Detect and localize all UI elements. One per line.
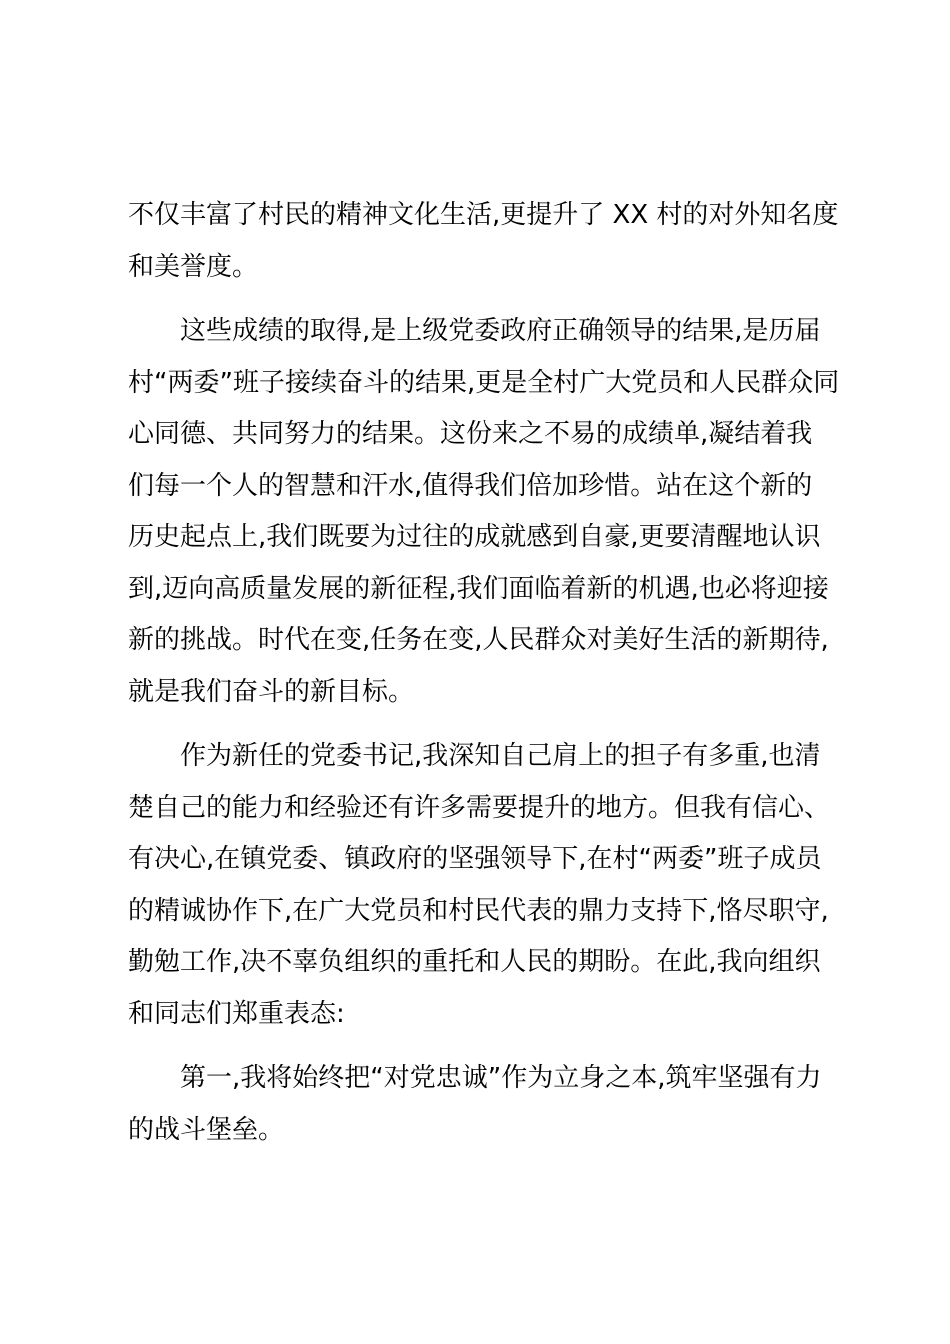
text-line: 楚自己的能力和经验还有许多需要提升的地方。但我有信心、	[128, 792, 831, 823]
text-line: 勤勉工作,决不辜负组织的重托和人民的期盼。在此,我向组织	[128, 947, 821, 977]
text-line: 不仅丰富了村民的精神文化生活,更提升了 XX 村的对外知名度	[128, 200, 839, 230]
text-line: 的战斗堡垒。	[128, 1114, 285, 1145]
text-line: 和美誉度。	[128, 251, 259, 282]
text-line: 村“两委”班子接续奋斗的结果,更是全村广大党员和人民群众同	[128, 367, 840, 398]
paragraph-1	[128, 190, 839, 293]
paragraph-3	[128, 731, 831, 1040]
text-line: 作为新任的党委书记,我深知自己肩上的担子有多重,也清	[180, 741, 821, 771]
document-body	[128, 190, 840, 1169]
text-line: 到,迈向高质量发展的新征程,我们面临着新的机遇,也必将迎接	[128, 573, 829, 604]
text-line: 就是我们奋斗的新目标。	[128, 676, 415, 707]
text-line: 历史起点上,我们既要为过往的成就感到自豪,更要清醒地认识	[128, 522, 821, 552]
text-line: 的精诚协作下,在广大党员和村民代表的鼎力支持下,恪尽职守,	[128, 895, 829, 926]
text-line: 第一,我将始终把“对党忠诚”作为立身之本,筑牢坚强有力	[180, 1063, 822, 1093]
text-line: 新的挑战。时代在变,任务在变,人民群众对美好生活的新期待,	[128, 625, 829, 655]
paragraph-2	[128, 306, 840, 718]
text-line: 有决心,在镇党委、镇政府的坚强领导下,在村“两委”班子成员	[128, 844, 822, 874]
text-line: 和同志们郑重表态:	[128, 998, 345, 1029]
paragraph-4	[128, 1053, 828, 1156]
text-line: 心同德、共同努力的结果。这份来之不易的成绩单,凝结着我	[128, 419, 813, 449]
text-line: 们每一个人的智慧和汗水,值得我们倍加珍惜。站在这个新的	[128, 470, 813, 501]
text-line: 这些成绩的取得,是上级党委政府正确领导的结果,是历届	[180, 316, 821, 346]
